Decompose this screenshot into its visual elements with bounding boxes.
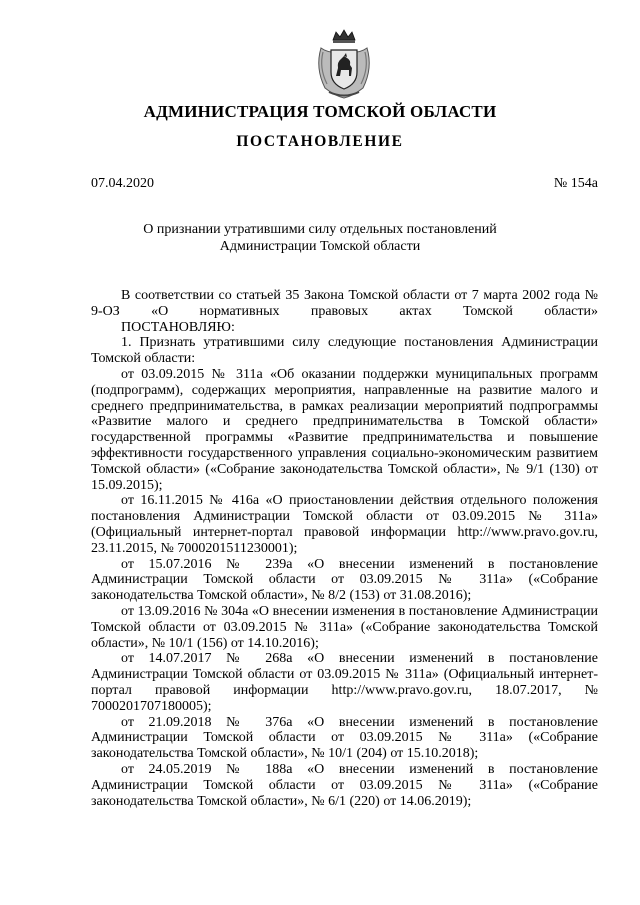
decree-word: ПОСТАНОВЛЯЮ: xyxy=(121,319,235,335)
list-item: от 15.07.2016 № 239а «О внесении изменений в постановление Администрации Томской области от 03.09.2015 № 311а» («Собрание законодательства Томской области», № 8/2 (153) от 31.08.2016); xyxy=(91,556,598,604)
list-item: от 13.09.2016 № 304а «О внесении изменения в постановление Администрации Томской области от 03.09.2015 № 311а» («Собрание законодательства Томской области», № 10/1 (156) от 14.10.2016); xyxy=(91,603,598,651)
list-item: от 03.09.2015 № 311а «Об оказании поддержки муниципальных программ (подпрограмм), содержащих мероприятия, направленные на развитие малого и среднего предпринимательства, в рамках реализации мероприятий подпрограммы «Развитие малого и среднего предпринимательства в Томской области» государственной программы «Развитие предпринимательства и повышение эффективности государственного управления социально-экономическим развитием Томской области» («Собрание законодательства Томской области», № 9/1 (130) от 15.09.2015); xyxy=(91,366,598,493)
document-type: ПОСТАНОВЛЕНИЕ xyxy=(236,133,404,150)
tomsk-region-coat-of-arms-icon xyxy=(311,28,377,100)
point-paragraph: 1. Признать утратившими силу следующие постановления Администрации Томской области: xyxy=(91,335,598,367)
document-subject xyxy=(60,221,580,255)
subject-line: О признании утратившими силу отдельных постановлений xyxy=(143,222,497,237)
list-item: от 16.11.2015 № 416а «О приостановлении действия отдельного положения постановления Администрации Томской области от 03.09.2015 № 311а» (Официальный интернет-портал правовой информации http://www.pravo.gov.ru, 23.11.2015, № 7000201511230001); xyxy=(91,493,598,556)
list-item: от 21.09.2018 № 376а «О внесении изменений в постановление Администрации Томской области от 03.09.2015 № 311а» («Собрание законодательства Томской области», № 10/1 (204) от 15.10.2018); xyxy=(91,714,598,762)
preamble-paragraph: В соответствии со статьей 35 Закона Томской области от 7 марта 2002 года № 9-ОЗ «О нормативных правовых актах Томской области» xyxy=(91,288,598,319)
list-item: от 24.05.2019 № 188а «О внесении изменений в постановление Администрации Томской области от 03.09.2015 № 311а» («Собрание законодательства Томской области», № 6/1 (220) от 14.06.2019); xyxy=(91,761,598,809)
document-body xyxy=(91,288,598,809)
document-number: № 154а xyxy=(553,176,598,191)
document-date: 07.04.2020 xyxy=(91,176,154,191)
list-item: от 14.07.2017 № 268а «О внесении изменений в постановление Администрации Томской области от 03.09.2015 № 311а» (Официальный интернет-портал правовой информации http://www.pravo.gov.ru, 18.07.2017, № 7000201707180005); xyxy=(91,651,598,714)
subject-line: Администрации Томской области xyxy=(219,239,421,254)
organization-title: АДМИНИСТРАЦИЯ ТОМСКОЙ ОБЛАСТИ xyxy=(143,102,497,121)
